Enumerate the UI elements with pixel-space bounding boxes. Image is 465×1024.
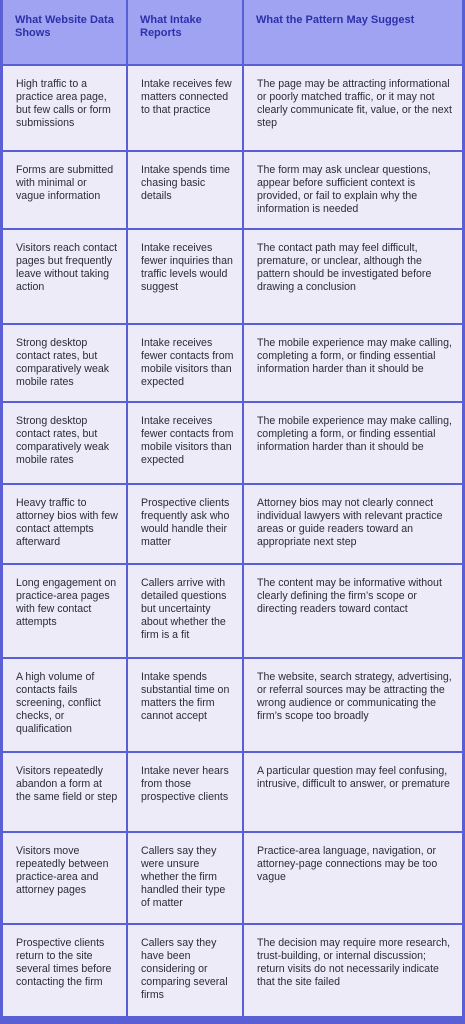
cell-intake-reports: Prospective clients frequently ask who would handle their matter: [127, 484, 243, 564]
cell-intake-reports: Intake receives fewer contacts from mobile visitors than expected: [127, 324, 243, 402]
cell-pattern-suggests: The content may be informative without clearly defining the firm’s scope or directing readers toward contact: [243, 564, 462, 658]
website-intake-table: [3, 0, 462, 1016]
cell-pattern-suggests: Practice-area language, navigation, or attorney-page connections may be too vague: [243, 832, 462, 924]
cell-intake-reports: Intake spends time chasing basic details: [127, 151, 243, 229]
cell-pattern-suggests: The website, search strategy, advertising, or referral sources may be attracting the wrong audience or communicating the firm’s scope too broadly: [243, 658, 462, 752]
cell-intake-reports: Intake receives fewer contacts from mobile visitors than expected: [127, 402, 243, 484]
cell-intake-reports: Callers say they were unsure whether the firm handled their type of matter: [127, 832, 243, 924]
table-row: [3, 832, 462, 924]
table-row: [3, 151, 462, 229]
cell-website-data: Heavy traffic to attorney bios with few contact attempts afterward: [3, 484, 127, 564]
cell-pattern-suggests: Attorney bios may not clearly connect individual lawyers with relevant practice areas or guide readers toward an appropriate next step: [243, 484, 462, 564]
cell-pattern-suggests: The page may be attracting informational or poorly matched traffic, or it may not clearly communicate fit, value, or the next step: [243, 65, 462, 151]
cell-intake-reports: Intake never hears from those prospective clients: [127, 752, 243, 832]
table-row: [3, 402, 462, 484]
cell-website-data: High traffic to a practice area page, but few calls or form submissions: [3, 65, 127, 151]
cell-intake-reports: Intake receives few matters connected to that practice: [127, 65, 243, 151]
cell-website-data: A high volume of contacts fails screening, conflict checks, or qualification: [3, 658, 127, 752]
cell-intake-reports: Intake spends substantial time on matters the firm cannot accept: [127, 658, 243, 752]
header-intake-reports: What Intake Reports: [127, 0, 243, 65]
table-row: [3, 924, 462, 1016]
table-row: [3, 564, 462, 658]
header-row: [3, 0, 462, 65]
table-row: [3, 65, 462, 151]
cell-website-data: Strong desktop contact rates, but comparatively weak mobile rates: [3, 402, 127, 484]
cell-pattern-suggests: The mobile experience may make calling, completing a form, or finding essential information harder than it should be: [243, 324, 462, 402]
cell-pattern-suggests: The form may ask unclear questions, appear before sufficient context is provided, or fail to explain why the information is needed: [243, 151, 462, 229]
cell-website-data: Prospective clients return to the site several times before contacting the firm: [3, 924, 127, 1016]
cell-intake-reports: Callers say they have been considering or comparing several firms: [127, 924, 243, 1016]
cell-pattern-suggests: The mobile experience may make calling, completing a form, or finding essential information harder than it should be: [243, 402, 462, 484]
cell-website-data: Visitors move repeatedly between practice-area and attorney pages: [3, 832, 127, 924]
cell-website-data: Forms are submitted with minimal or vague information: [3, 151, 127, 229]
header-website-data: What Website Data Shows: [3, 0, 127, 65]
header-pattern-suggests: What the Pattern May Suggest: [243, 0, 462, 65]
table-row: [3, 229, 462, 324]
cell-pattern-suggests: A particular question may feel confusing, intrusive, difficult to answer, or premature: [243, 752, 462, 832]
cell-website-data: Visitors reach contact pages but frequently leave without taking action: [3, 229, 127, 324]
cell-website-data: Long engagement on practice-area pages with few contact attempts: [3, 564, 127, 658]
table-row: [3, 752, 462, 832]
cell-website-data: Visitors repeatedly abandon a form at the same field or step: [3, 752, 127, 832]
cell-intake-reports: Callers arrive with detailed questions but uncertainty about whether the firm is a fit: [127, 564, 243, 658]
cell-website-data: Strong desktop contact rates, but comparatively weak mobile rates: [3, 324, 127, 402]
table-row: [3, 324, 462, 402]
cell-pattern-suggests: The decision may require more research, trust-building, or internal discussion; return visits do not necessarily indicate that the site failed: [243, 924, 462, 1016]
cell-intake-reports: Intake receives fewer inquiries than traffic levels would suggest: [127, 229, 243, 324]
cell-pattern-suggests: The contact path may feel difficult, premature, or unclear, although the pattern should be investigated before drawing a conclusion: [243, 229, 462, 324]
table-row: [3, 658, 462, 752]
table-row: [3, 484, 462, 564]
